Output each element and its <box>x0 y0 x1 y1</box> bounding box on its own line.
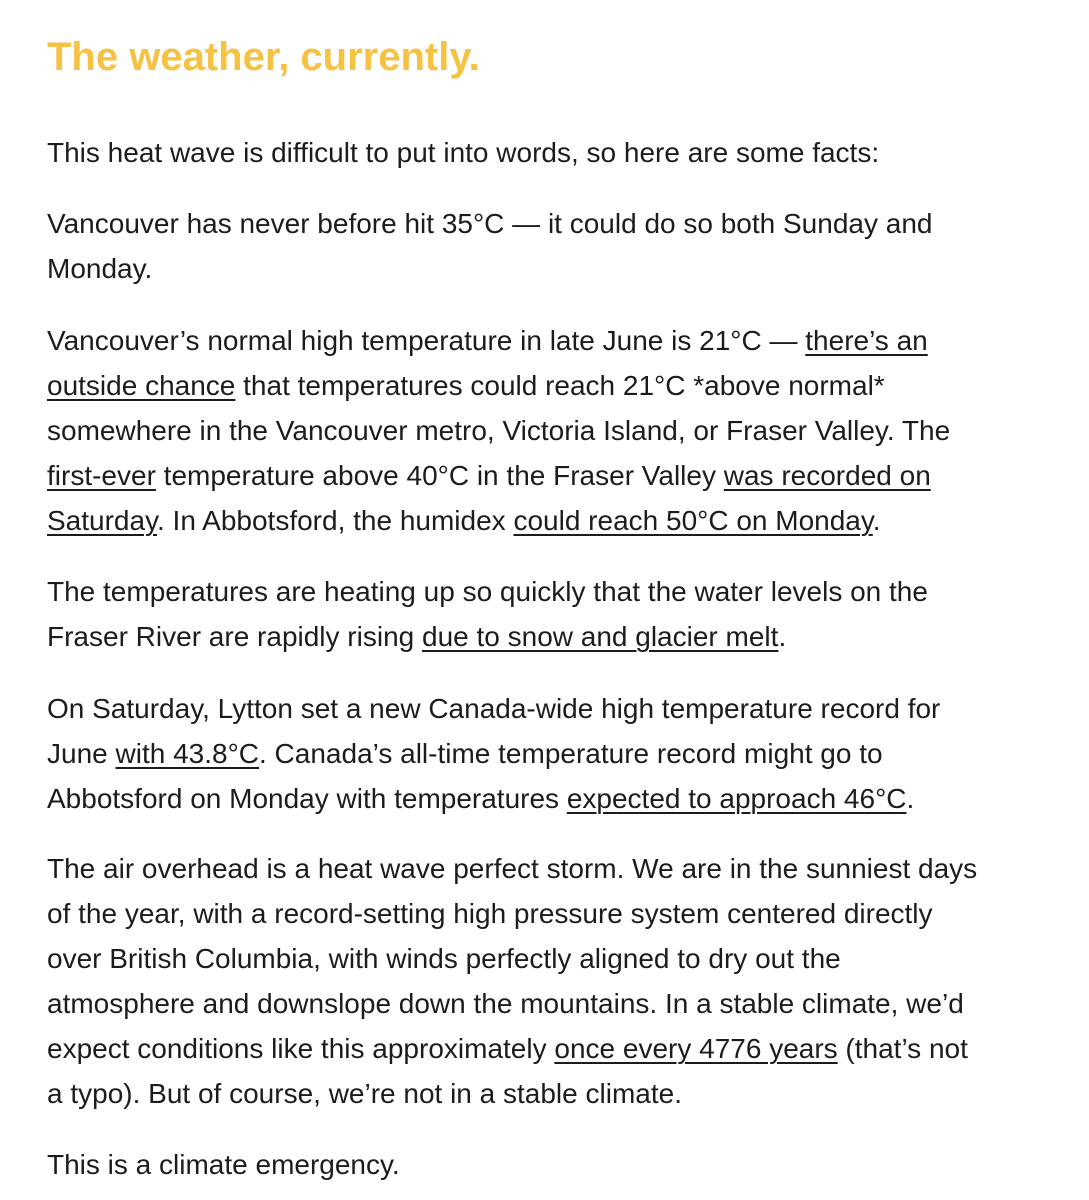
paragraph-line: over British Columbia, with winds perfectly aligned to dry out the <box>47 943 841 974</box>
paragraph-line: On Saturday, Lytton set a new Canada-wide high temperature record for <box>47 693 941 724</box>
paragraph-line: Monday. <box>47 253 153 284</box>
outside-chance-link-continued[interactable]: outside chance <box>47 370 236 401</box>
paragraph-line <box>47 498 950 543</box>
text-fragment: June <box>47 738 116 769</box>
paragraph-line <box>47 1026 977 1071</box>
lytton-43-8-link[interactable]: with 43.8°C <box>115 738 259 769</box>
perfect-storm-paragraph <box>47 846 977 1116</box>
lytton-record-paragraph <box>47 686 940 821</box>
text-fragment: (that’s not <box>837 1033 968 1064</box>
text-fragment: expect conditions like this approximately <box>47 1033 555 1064</box>
humidex-50-link[interactable]: could reach 50°C on Monday <box>513 505 873 536</box>
paragraph-line <box>47 453 950 498</box>
paragraph-line <box>47 318 950 363</box>
glacier-melt-link[interactable]: due to snow and glacier melt <box>422 621 779 652</box>
paragraph-line: The temperatures are heating up so quickly that the water levels on the <box>47 576 928 607</box>
text-fragment: Abbotsford on Monday with temperatures <box>47 783 567 814</box>
normal-high-paragraph <box>47 318 950 543</box>
text-fragment: . In Abbotsford, the humidex <box>157 505 514 536</box>
paragraph-line: The air overhead is a heat wave perfect storm. We are in the sunniest days <box>47 853 978 884</box>
paragraph-line: atmosphere and downslope down the mountains. In a stable climate, we’d <box>47 988 964 1019</box>
once-every-4776-years-link[interactable]: once every 4776 years <box>554 1033 838 1064</box>
article-headline: The weather, currently. <box>47 35 480 79</box>
paragraph-line <box>47 731 940 776</box>
closing-paragraph <box>47 1142 400 1187</box>
intro-text: This heat wave is difficult to put into words, so here are some facts: <box>47 137 880 168</box>
closing-text: This is a climate emergency. <box>47 1149 400 1180</box>
fraser-river-paragraph <box>47 569 928 659</box>
text-fragment: . Canada’s all-time temperature record might go to <box>259 738 883 769</box>
recorded-saturday-link-continued[interactable]: Saturday <box>47 505 157 536</box>
text-fragment: Fraser River are rapidly rising <box>47 621 422 652</box>
text-fragment: . <box>778 621 787 652</box>
intro-paragraph <box>47 130 879 175</box>
paragraph-line: of the year, with a record-setting high pressure system centered directly <box>47 898 933 929</box>
paragraph-line <box>47 776 940 821</box>
paragraph-line: somewhere in the Vancouver metro, Victoria Island, or Fraser Valley. The <box>47 415 951 446</box>
approach-46-link[interactable]: expected to approach 46°C <box>566 783 907 814</box>
paragraph-line: Vancouver has never before hit 35°C — it could do so both Sunday and <box>47 208 933 239</box>
vancouver-35-paragraph <box>47 201 932 291</box>
text-fragment: temperature above 40°C in the Fraser Valley <box>155 460 724 491</box>
text-fragment: . <box>906 783 915 814</box>
text-fragment: Vancouver’s normal high temperature in late June is 21°C — <box>47 325 806 356</box>
paragraph-line <box>47 363 950 408</box>
text-fragment: that temperatures could reach 21°C *above normal* <box>235 370 885 401</box>
outside-chance-link[interactable]: there’s an <box>805 325 928 356</box>
text-fragment: . <box>872 505 881 536</box>
paragraph-line <box>47 614 928 659</box>
first-ever-link[interactable]: first-ever <box>47 460 156 491</box>
paragraph-line: a typo). But of course, we’re not in a stable climate. <box>47 1078 682 1109</box>
recorded-saturday-link[interactable]: was recorded on <box>723 460 931 491</box>
